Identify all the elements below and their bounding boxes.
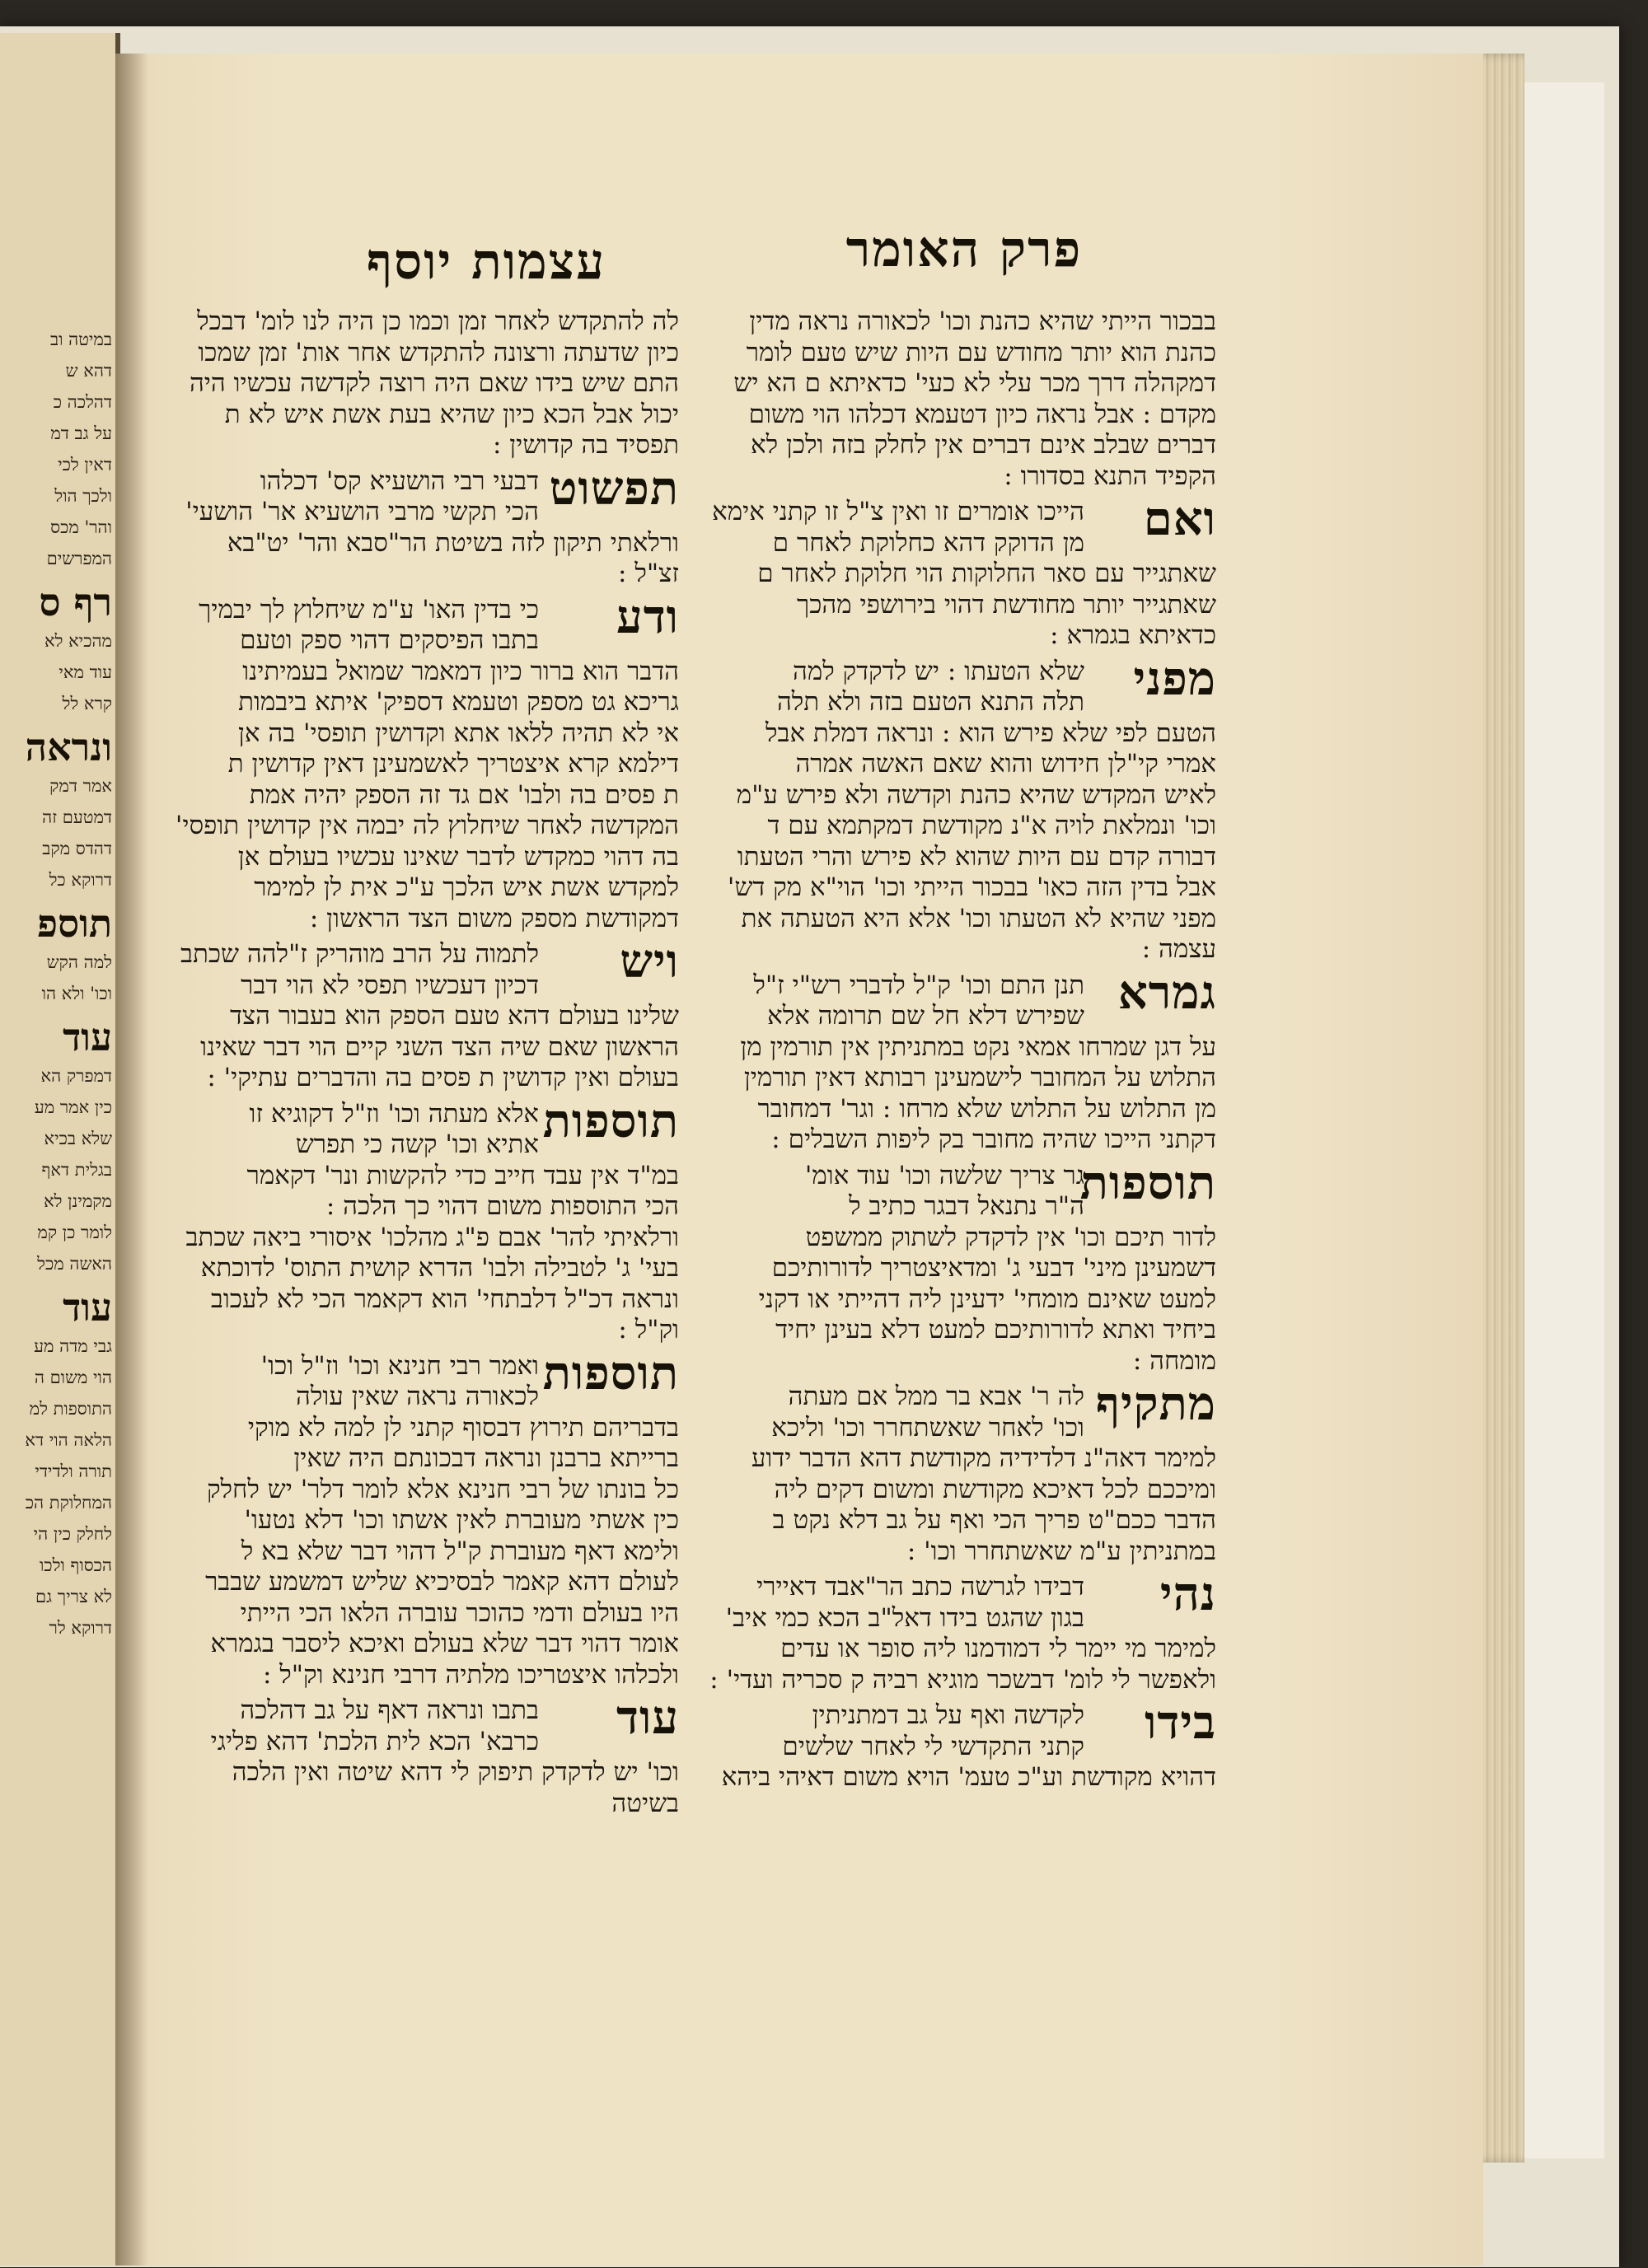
text-line: התם שיש בידו שאם היה רוצה לקדשה עכשיו היה <box>189 368 679 398</box>
text-line: ולאפשר לי לומ' דבשכר מוגיא רביה ק סכריה ועדי' : <box>709 1664 1216 1695</box>
text-line: למימר דאה"נ דלדידיה מקודשת דהא הדבר ידוע <box>751 1443 1216 1473</box>
text-line: דהויא מקודשת וע"כ טעמ' הויא משום דאיהי ביהא <box>721 1762 1216 1792</box>
text-line: המקדשה לאחר שיחלוץ לה יבמה אין קדושין תופסי' <box>175 811 679 840</box>
section-keyword: מפני <box>1133 651 1216 706</box>
section-keyword: נהי <box>1159 1567 1216 1621</box>
previous-page-fragment: קרא לל <box>62 694 112 713</box>
text-line: ולימא דאף מעוברת ק"ל דהוי דבר שלא בא ל <box>241 1536 679 1566</box>
text-line: וכו' לאחר שאשתחרר וכו' וליכא <box>771 1412 1084 1443</box>
text-line: שלא הטעתו : יש לדקדק למה <box>793 656 1084 686</box>
previous-page-fragment: דהא ש <box>65 361 112 381</box>
text-line: ת פסים בה ולבו' אם גד זה הספק יהיה אמת <box>249 779 679 810</box>
text-line: דמקודשת מספק משום הצד הראשון : <box>309 903 679 933</box>
previous-page-fragment: האשה מכל <box>37 1254 112 1274</box>
text-line: תפסיד בה קדושין : <box>492 430 679 460</box>
previous-page-fragment: וכו' ולא הו <box>41 984 112 1003</box>
text-line: גר צריך שלשה וכו' עוד אומ' <box>804 1160 1084 1190</box>
text-line: מן הדוקק דהא כחלוקת לאחר ם <box>772 527 1084 558</box>
text-section <box>702 306 1216 492</box>
text-line: בעי' ג' לטבילה ולבו' הדרא קושית התוס' לדוכתא <box>200 1253 679 1283</box>
text-line: כהנת הוא יותר מחודש עם היות שיש טעם לומר <box>746 337 1216 367</box>
text-line: הראשון שאם שיה הצד השני קיים הוי דבר שאינו <box>200 1031 679 1062</box>
text-line: אתיא וכו' קשה כי תפרש <box>295 1129 539 1159</box>
text-line: דבורה קדם עם היות שהוא לא פירש והרי הטעתו <box>737 841 1216 872</box>
previous-page-fragment: דאין לכי <box>58 455 112 475</box>
text-section <box>143 589 679 935</box>
previous-page-fragment: בגלית דאף <box>41 1160 112 1180</box>
flyleaf-strip <box>1520 82 1604 2158</box>
text-line: כדאיתא בגמרא : <box>1050 620 1216 650</box>
text-line: הקפיד התנא בסדורו : <box>1004 461 1216 491</box>
text-line: אלא מעתה וכו' וז"ל דקוגיא זו <box>249 1098 539 1129</box>
text-line: לאיש המקדש שהיא כהנת וקדשה ולא פירש ע"מ <box>736 779 1216 810</box>
text-line: אי לא תהיה ללאו אתא וקדושין תופסי' בה אן <box>238 718 679 748</box>
previous-page-fragment: והר' מכס <box>50 517 112 537</box>
previous-page-fragment: הלאה הוי דא <box>25 1430 112 1450</box>
text-line: עצמה : <box>1141 934 1216 964</box>
text-line: התלוש על המחובר לישמעינן רבותא דאין תורמין <box>743 1063 1216 1092</box>
text-line: דכיון דעכשיו תפסי לא הוי דבר <box>241 970 539 1000</box>
section-keyword: ואם <box>1143 492 1216 546</box>
section-keyword: תפשוט <box>549 461 679 516</box>
section-keyword: בידו <box>1145 1695 1216 1750</box>
previous-page-fragment: דרוקא לר <box>49 1618 112 1638</box>
section-gap <box>143 1819 679 1824</box>
previous-page-fragment: במיטה וב <box>49 330 112 349</box>
section-keyword: תוספות <box>542 1345 679 1401</box>
text-line: לה להתקדש לאחר זמן וכמו כן היה לנו לומ' דבכל <box>197 306 679 336</box>
text-line: דמקהלה דרך מכר עלי לא כעי' כדאיתא ם הא יש <box>733 368 1216 398</box>
text-line: הכי תקשי מרבי הושעיא אר' הושעי' <box>185 497 539 526</box>
text-line: בה דהוי כמקדש לדבר שאינו עכשיו בעולם אן <box>237 841 679 872</box>
previous-page-edge <box>0 33 120 2266</box>
previous-page-fragment: לומר כן קמ <box>37 1223 112 1242</box>
text-line: וכו' ונמלאת לויה א"נ מקודשת דמקתמא עם ד <box>767 811 1216 840</box>
previous-page-fragment: ולכך הול <box>54 486 112 506</box>
text-line: ביחיד ואתא לדורותיכם למעט דלא בעינן יחיד <box>775 1315 1216 1344</box>
text-section <box>143 1690 679 1819</box>
text-line: לקדשה ואף על גב דמתניתין <box>812 1700 1084 1730</box>
text-section <box>702 1155 1216 1377</box>
previous-page-fragment: עוד מאי <box>59 662 112 682</box>
text-line: שאתגייר יותר מחודשת דהוי בירושפי מהכך <box>797 589 1216 620</box>
text-line: בדבריהם תירוץ דבסוף קתני לן למה לא מוקי <box>247 1412 679 1443</box>
text-line: הכי התוספות משום דהוי כך הלכה : <box>325 1191 679 1221</box>
text-line: הייכו אומרים זו ואין צ"ל זו קתני אימא <box>712 497 1084 526</box>
text-line: שאתגייר עם סאר החלוקות הוי חלוקת לאחר ם <box>757 559 1216 588</box>
previous-page-fragment: למה הקש <box>46 952 112 972</box>
text-line: לתמוה על הרב מוהריק ז"להה שכתב <box>180 939 539 969</box>
previous-page-fragment: תורה ולדידי <box>35 1461 112 1481</box>
text-line: לדור תיכם וכו' אין לדקדק לשתוק ממשפט <box>805 1222 1216 1252</box>
previous-page-fragment: המפרשים <box>46 549 112 568</box>
text-line: תנן התם וכו' ק"ל לדברי רש"י ז"ל <box>753 970 1084 1000</box>
text-section <box>143 1345 679 1691</box>
previous-page-fragment: דהדס מקב <box>42 839 112 858</box>
previous-page-fragment: דמפרק הא <box>40 1066 112 1086</box>
text-line: הטעם לפי שלא פירש הוא : ונראה דמלת אבל <box>765 718 1216 748</box>
section-keyword: תוספות <box>542 1093 679 1148</box>
previous-page-fragment: תוספ <box>36 901 112 946</box>
text-line: בבכור הייתי שהיא כהנת וכו' לכאורה נראה מדין <box>749 306 1216 336</box>
previous-page-fragment: הוי משום ה <box>34 1368 112 1387</box>
previous-page-fragment: לחלק כין הי <box>33 1524 112 1544</box>
text-line: זצ"ל : <box>618 559 679 588</box>
text-line: הדבר הוא ברור כיון דמאמר שמואל בעמיתינו <box>242 656 679 686</box>
text-line: שלינו בעולם דהא טעם הספק הוא בעבור הצד <box>229 1001 679 1031</box>
text-line: דבידו לגרשה כתב הר"אבד דאיירי <box>756 1572 1084 1602</box>
text-line: במ"ד אין עבד חייב כדי להקשות ונר' דקאמר <box>246 1160 679 1190</box>
previous-page-fragment: מהכיא לא <box>44 631 112 651</box>
text-section <box>702 651 1216 966</box>
text-line: אבל בדין הזה כאו' בבכור הייתי וכו' הוי"א מק דש' <box>727 872 1216 902</box>
previous-page-fragment: שלא בכיא <box>44 1129 112 1148</box>
text-section <box>702 1377 1216 1567</box>
text-line: ונראה דכ"ל דלבתחי' הוא דקאמר הכי לא לעכוב <box>210 1284 679 1314</box>
text-line: ומיככם לכל דאיכא מקודשת ומשום דקים ליה <box>774 1474 1216 1504</box>
text-section <box>143 461 679 590</box>
text-line: בעולם ואין קדושין ת פסים בה והדברים עתיקי' : <box>207 1063 679 1092</box>
text-line: היו בעולם ודמי כהוכר עוברה הלאו הכי הייתי <box>240 1597 679 1628</box>
previous-page-fragment: עוד <box>63 1015 112 1059</box>
text-line: וק"ל : <box>618 1315 679 1344</box>
text-section <box>143 1093 679 1346</box>
previous-page-fragment: מקמינן לא <box>44 1191 112 1211</box>
previous-page-fragment: המחלוקת הכ <box>25 1493 112 1513</box>
text-line: כיון שדעתה ורצונה להתקדש אחר אות' זמן שמכו <box>198 337 679 367</box>
chapter-heading: פרק האומר <box>845 221 1083 278</box>
text-line: בגון שהגט בידו דאל"ב הכא כמי איב' <box>725 1602 1084 1633</box>
text-line: ולכלהו איצטריכו מלתיה דרבי חנינא וק"ל : <box>262 1659 679 1690</box>
text-line: תלה התנא הטעם בזה ולא תלה <box>776 687 1084 717</box>
section-keyword: תוספות <box>1079 1155 1216 1210</box>
text-line: דילמא קרא איצטריך לאשמעינן דאין קדושין ת <box>227 749 679 779</box>
previous-page-fragment: דמטעם זה <box>42 807 112 827</box>
text-line: ורלאיתי להר' אבם פ"ג מהלכו' איסורי ביאה שכתב <box>185 1222 679 1252</box>
previous-page-fragment: גבי מדה מע <box>34 1336 112 1356</box>
text-line: מומחה : <box>1132 1345 1216 1376</box>
text-line: למימר מי יימר לי דמודמנו ליה סופר או עדים <box>780 1634 1216 1663</box>
text-line: גריכא גט מספק וטעמא דספיק' איתא ביבמות <box>238 687 679 717</box>
text-line: ברייתא ברבנן ונראה דבכונתם היה שאין <box>293 1443 679 1473</box>
previous-page-fragment: אמר דמק <box>49 776 112 796</box>
text-line: מפני שהיא לא הטעתו וכו' אלא היא הטעתה את <box>741 903 1216 933</box>
text-line: דברים שבלב אינם דברים אין לחלק בזה ולכן לא <box>751 430 1216 460</box>
previous-page-fragment: על גב דמ <box>50 423 112 443</box>
text-section <box>143 306 679 461</box>
text-line: מן התלוש על התלוש שלא מרחו : וגר' דמחובר <box>757 1093 1216 1124</box>
previous-page-fragment: כין אמר מע <box>34 1097 112 1117</box>
text-line: כרבא' הכא לית הלכת' דהא פליגי <box>210 1726 539 1756</box>
text-section <box>702 965 1216 1156</box>
previous-page-fragment: רף ס <box>39 580 112 624</box>
text-line: הדבר ככם"ט פריך הכי ואף על גב דלא נקט ב <box>772 1505 1216 1535</box>
text-line: למקדש אשת איש הלכך ע"כ אית לן למימר <box>254 872 679 902</box>
section-keyword: מתקיף <box>1095 1377 1216 1431</box>
text-section <box>702 1567 1216 1695</box>
previous-page-fragment: עוד <box>63 1285 112 1330</box>
previous-page-fragment: הכסוף ולכו <box>39 1555 112 1575</box>
previous-page-fragment: לא צריך גם <box>35 1587 112 1606</box>
text-line: וכו' יש לדקדק תיפוק לי דהא שיטה ואין הלכה <box>232 1757 679 1787</box>
text-line: דשמעינן מיני' דבעי ג' ומדאיצטריך לדורותיכם <box>771 1253 1216 1283</box>
text-line: למעט שאינם מומחי' ידעינן ליה דהייתי או דקני <box>758 1284 1216 1314</box>
section-keyword: גמרא <box>1117 965 1216 1020</box>
text-line: דבעי רבי הושעיא קס' דכלהו <box>260 465 539 496</box>
section-gap <box>702 1793 1216 1798</box>
text-line: אומר דהוי דבר שלא בעולם ואיכא ליסבר בגמרא <box>210 1629 679 1658</box>
text-line: מקדם : אבל נראה כיון דטעמא דכלהו הוי משום <box>748 399 1216 429</box>
text-line: לעולם דהא קאמר לבסיכיא שליש דמשמע שבבר <box>205 1567 679 1597</box>
text-line: אמרי קי"לן חידוש והוא שאם האשה אמרה <box>795 749 1216 779</box>
text-line: לכאורה נראה שאין עולה <box>296 1382 539 1411</box>
text-line: בתבו ונראה דאף על גב דהלכה <box>240 1695 539 1725</box>
text-line: לה ר' אבא בר ממל אם מעתה <box>788 1382 1084 1411</box>
text-line: יכול אבל הכא כיון שהיא בעת אשת איש לא ת <box>224 399 679 429</box>
text-section <box>702 1695 1216 1793</box>
text-line: כין אשתי מעוברת לאין אשתו וכו' דלא נטעו' <box>244 1505 679 1535</box>
text-line: בתבו הפיסקים דהוי ספק וטעם <box>240 625 539 655</box>
text-section <box>143 934 679 1094</box>
text-section <box>702 492 1216 652</box>
section-keyword: ויש <box>620 934 679 989</box>
right-text-column <box>702 306 1216 1798</box>
previous-page-fragment: התוספות למ <box>29 1399 112 1419</box>
text-line: ה"ר נתנאל דבגר כתיב ל <box>849 1191 1084 1221</box>
section-keyword: עוד <box>616 1690 679 1745</box>
section-keyword: ודע <box>616 589 679 644</box>
previous-page-fragment: דרוקא כל <box>49 870 112 890</box>
text-line: ואמר רבי חנינא וכו' וז"ל וכו' <box>260 1350 539 1381</box>
text-line: על דגן שמרחו אמאי נקט במתניתין אין תורמין מן <box>740 1031 1216 1062</box>
text-line: שפירש דלא חל שם תרומה אלא <box>767 1001 1084 1031</box>
text-line: כי בדין האו' ע"מ שיחלוץ לך יבמיך <box>199 594 539 624</box>
text-line: כל בונתו של רבי חנינא אלא לומר דלר' יש לחלק <box>206 1474 679 1504</box>
text-line: ורלאתי תיקון לזה בשיטת הר"סבא והר' יט"בא <box>227 527 679 558</box>
text-line: במתניתין ע"מ שאשתחרר וכו' : <box>906 1536 1216 1566</box>
previous-page-fragment: ונראה <box>25 725 112 769</box>
text-line: דקתני הייכו שהיה מחובר בק ליפות השבלים : <box>771 1125 1216 1154</box>
left-text-column <box>143 306 679 1824</box>
text-line: קתני התקדשי לי לאחר שלשים <box>782 1731 1084 1761</box>
text-line: בשיטה <box>611 1788 679 1818</box>
previous-page-fragment: דהלכה כ <box>53 392 112 412</box>
commentary-heading: עצמות יוסף <box>366 233 606 291</box>
